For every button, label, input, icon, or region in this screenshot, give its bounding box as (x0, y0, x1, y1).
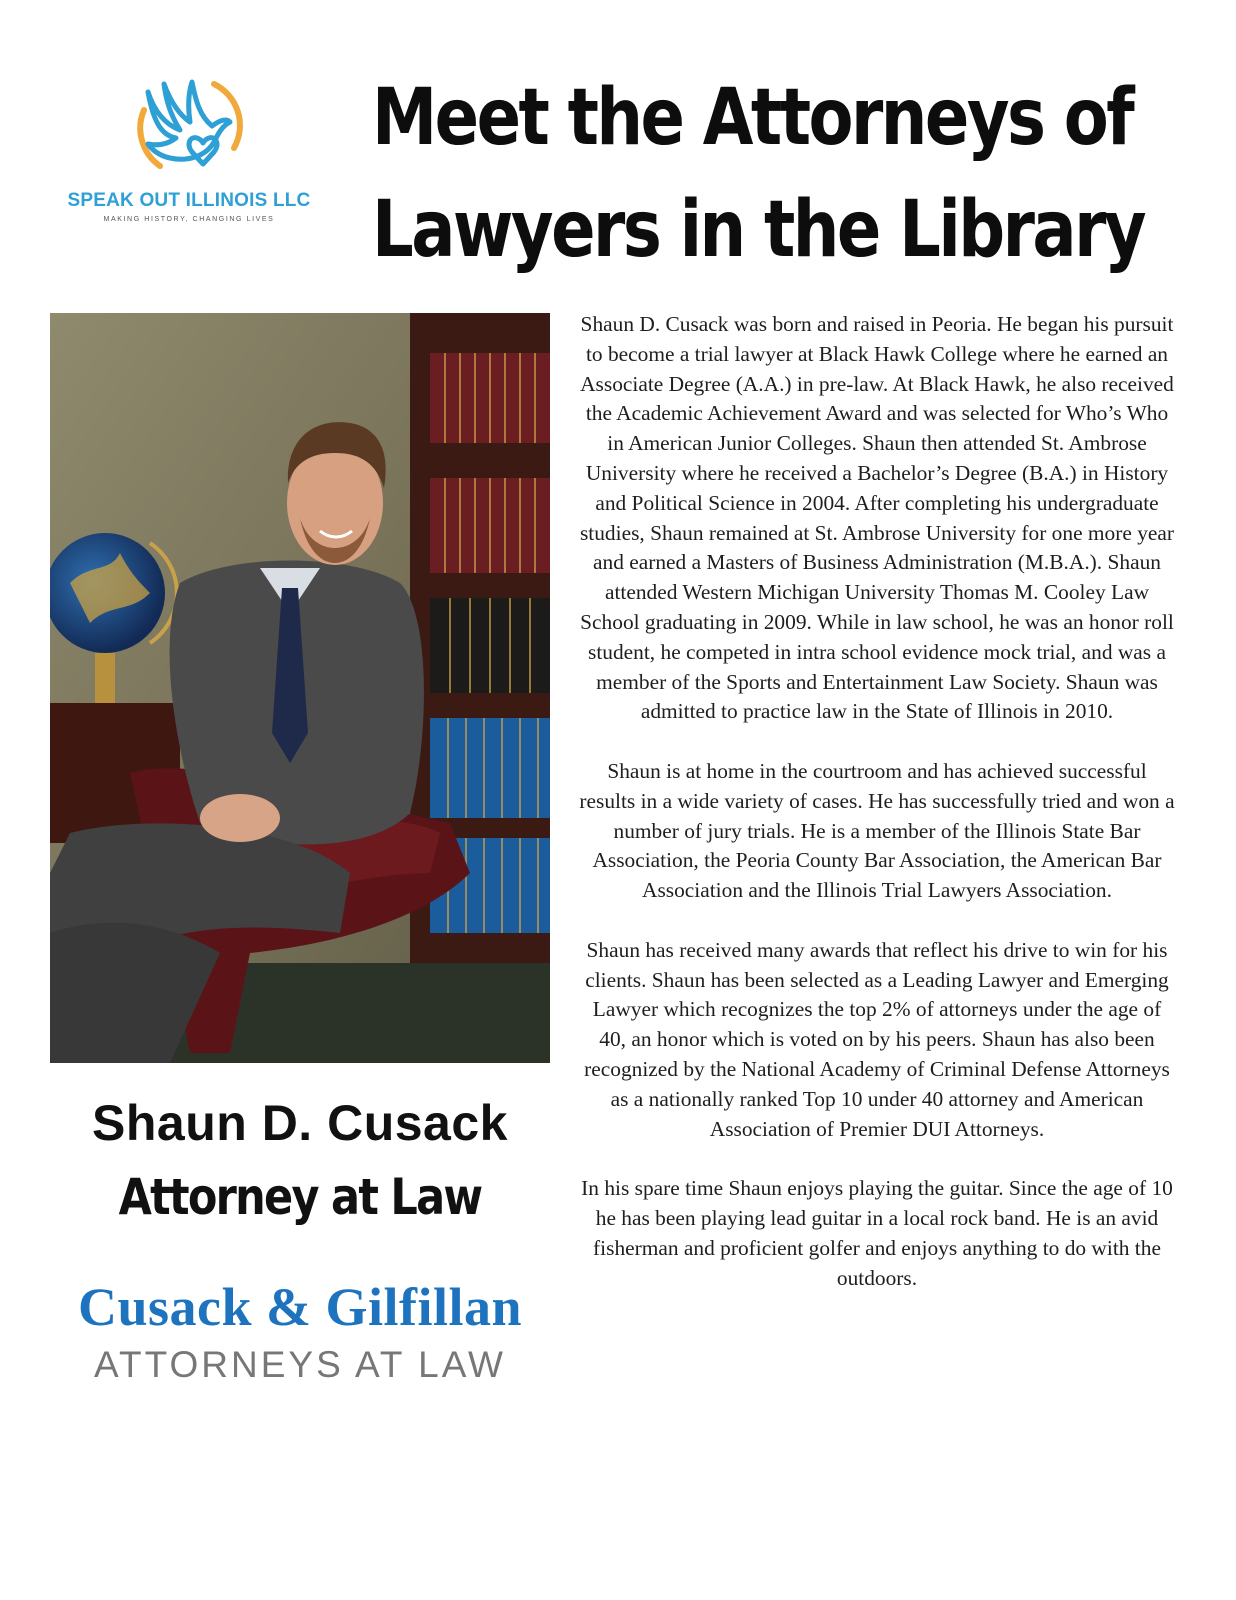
title-line-2: Lawyers in the Library (372, 185, 1145, 275)
attorney-photo (50, 313, 550, 1063)
firm-name: Cusack & Gilfillan (77, 1277, 523, 1337)
logo-tagline: MAKING HISTORY, CHANGING LIVES (103, 216, 275, 223)
bio-paragraph: Shaun has received many awards that reflect his drive to win for his clients. Shaun has been selected as a Leading Lawyer and Emerging Lawyer which recognizes the top 2% of attorneys under the age of 40, an honor which is voted on by his peers. Shaun has also been recognized by the National Academy of Criminal Defense Attorneys as a nationally ranked Top 10 under 40 attorney and American Association of Premier DUI Attorneys. (584, 937, 1170, 1141)
bio-paragraph: Shaun is at home in the courtroom and has achieved successful results in a wide variety of cases. He has successfully tried and won a number of jury trials. He is a member of the Illinois State Bar Association, the Peoria County Bar Association, the American Bar Association and the Illinois Trial Lawyers Association. (579, 758, 1175, 903)
attorney-role: Attorney at Law (118, 1168, 482, 1226)
attorney-portrait (50, 313, 550, 1063)
page-title (372, 62, 1145, 286)
logo-name: SPEAK OUT ILLINOIS LLC (67, 190, 311, 211)
bio-paragraph: In his spare time Shaun enjoys playing the guitar. Since the age of 10 he has been playing lead guitar in a local rock band. He is an avid fisherman and proficient golfer and enjoys anything to do with the outdoors. (581, 1176, 1173, 1290)
dove-heart-icon (130, 70, 246, 186)
firm-tagline: ATTORNEYS AT LAW (94, 1344, 506, 1385)
attorney-bio (578, 310, 1176, 1323)
speak-out-illinois-logo (58, 70, 320, 230)
attorney-name: Shaun D. Cusack (92, 1095, 508, 1151)
title-line-1: Meet the Attorneys of (372, 73, 1133, 163)
bio-paragraph: Shaun D. Cusack was born and raised in Peoria. He began his pursuit to become a trial lawyer at Black Hawk College where he earned an Associate Degree (A.A.) in pre-law. At Black Hawk, he also received the Academic Achievement Award and was selected for Who’s Who in American Junior Colleges. Shaun then attended St. Ambrose University where he received a Bachelor’s Degree (B.A.) in History and Political Science in 2004. After completing his undergraduate studies, Shaun remained at St. Ambrose University for one more year and earned a Masters of Business Administration (M.B.A.). Shaun attended Western Michigan University Thomas M. Cooley Law School graduating in 2009. While in law school, he was an honor roll student, he competed in intra school evidence mock trial, and was a member of the Sports and Entertainment Law Society. Shaun was admitted to practice law in the State of Illinois in 2010. (579, 312, 1175, 724)
